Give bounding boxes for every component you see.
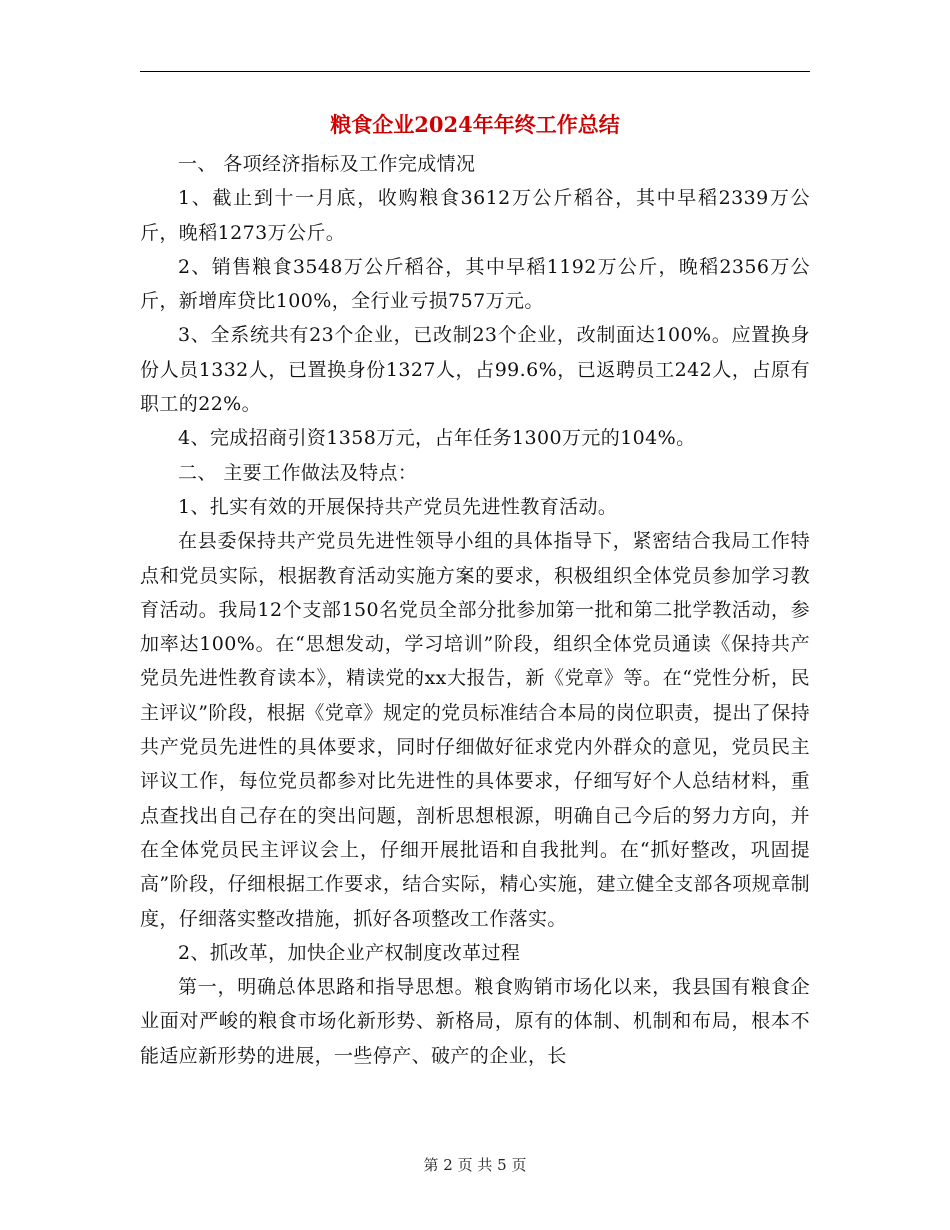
paragraph-item-3: 3、全系统共有23个企业，已改制23个企业，改制面达100%。应置换身份人员1332人，已置换身份1327人，占99.6%，已返聘员工242人，占原有职工的22%。 — [140, 324, 810, 416]
section-heading-1: 一、 各项经济指标及工作完成情况 — [178, 153, 476, 175]
paragraph-item-1: 1、截止到十一月底，收购粮食3612万公斤稻谷，其中早稻2339万公斤，晚稻1273万公斤。 — [140, 187, 810, 244]
page-number-footer: 第 2 页 共 5 页 — [423, 1156, 527, 1174]
body-paragraph-2: 第一，明确总体思路和指导思想。粮食购销市场化以来，我县国有粮食企业面对严峻的粮食市场化新形势、新格局，原有的体制、机制和布局，根本不能适应新形势的进展，一些停产、破产的企业，长 — [140, 976, 810, 1067]
header-rule — [140, 71, 810, 72]
document-body — [140, 147, 810, 1073]
paragraph-item-2: 2、销售粮食3548万公斤稻谷，其中早稻1192万公斤，晚稻2356万公斤，新增库贷比100%，全行业亏损757万元。 — [140, 255, 810, 313]
subheading-1: 1、扎实有效的开展保持共产党员先进性教育活动。 — [178, 495, 618, 518]
body-paragraph-1: 在县委保持共产党员先进性领导小组的具体指导下，紧密结合我局工作特点和党员实际，根据教育活动实施方案的要求，积极组织全体党员参加学习教育活动。我局12个支部150名党员全部分批参加第一批和第二批学教活动，参加率达100%。在“思想发动，学习培训”阶段，组织全体党员通读《保持共产党员先进性教育读本》，精读党的xx大报告，新《党章》等。在“党性分析，民主评议”阶段，根据《党章》规定的党员标准结合本局的岗位职责，提出了保持共产党员先进性的具体要求，同时仔细做好征求党内外群众的意见，党员民主评议工作，每位党员都参对比先进性的具体要求，仔细写好个人总结材料，重点查找出自己存在的突出问题，剖析思想根源，明确自己今后的努力方向，并在全体党员民主评议会上，仔细开展批语和自我批判。在“抓好整改，巩固提高”阶段，仔细根据工作要求，结合实际，精心实施，建立健全支部各项规章制度，仔细落实整改措施，抓好各项整改工作落实。 — [140, 530, 810, 930]
subheading-2: 2、抓改革，加快企业产权制度改革过程 — [178, 941, 521, 964]
paragraph-item-4: 4、完成招商引资1358万元，占年任务1300万元的104%。 — [178, 427, 696, 450]
document-title: 粮食企业2024年年终工作总结 — [330, 112, 620, 137]
section-heading-2: 二、 主要工作做法及特点： — [178, 461, 418, 484]
